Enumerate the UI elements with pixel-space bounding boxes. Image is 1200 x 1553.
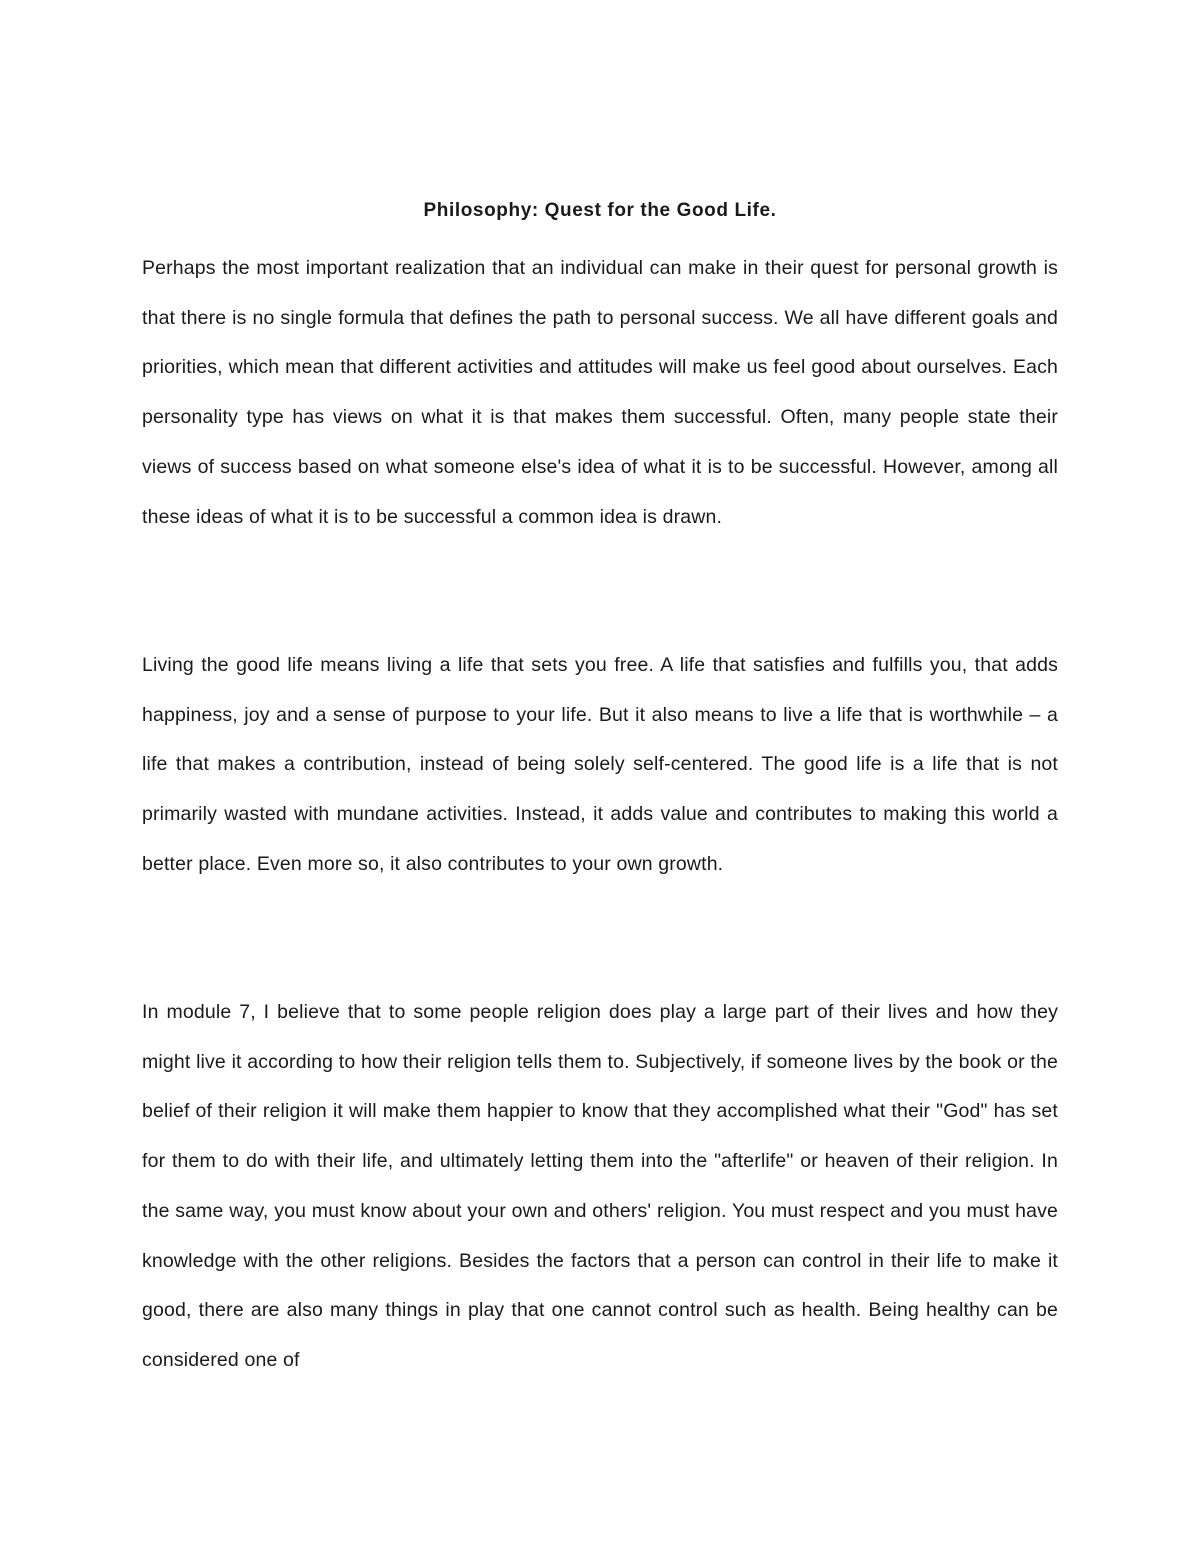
document-title: Philosophy: Quest for the Good Life.	[423, 200, 777, 221]
paragraph-3: In module 7, I believe that to some people religion does play a large part of their lives and how they might live it according to how their religion tells them to. Subjectively, if someone lives by the book or the belief of their religion it will make them happier to know that they accomplished what their "God" has set for them to do with their life, and ultimately letting them into the "afterlife" or heaven of their religion. In the same way, you must know about your own and others' religion. You must respect and you must have knowledge with the other religions. Besides the factors that a person can control in their life to make it good, there are also many things in play that one cannot control such as health. Being healthy can be considered one of	[142, 1001, 1058, 1371]
paragraph-2: Living the good life means living a life that sets you free. A life that satisfies and fulfills you, that adds happiness, joy and a sense of purpose to your life. But it also means to live a life that is worthwhile – a life that makes a contribution, instead of being solely self-centered. The good life is a life that is not primarily wasted with mundane activities. Instead, it adds value and contributes to making this world a better place. Even more so, it also contributes to your own growth.	[142, 654, 1058, 875]
paragraph-1: Perhaps the most important realization that an individual can make in their quest for personal growth is that there is no single formula that defines the path to personal success. We all have different goals and priorities, which mean that different activities and attitudes will make us feel good about ourselves. Each personality type has views on what it is that makes them successful. Often, many people state their views of success based on what someone else's idea of what it is to be successful. However, among all these ideas of what it is to be successful a common idea is drawn.	[142, 257, 1058, 528]
